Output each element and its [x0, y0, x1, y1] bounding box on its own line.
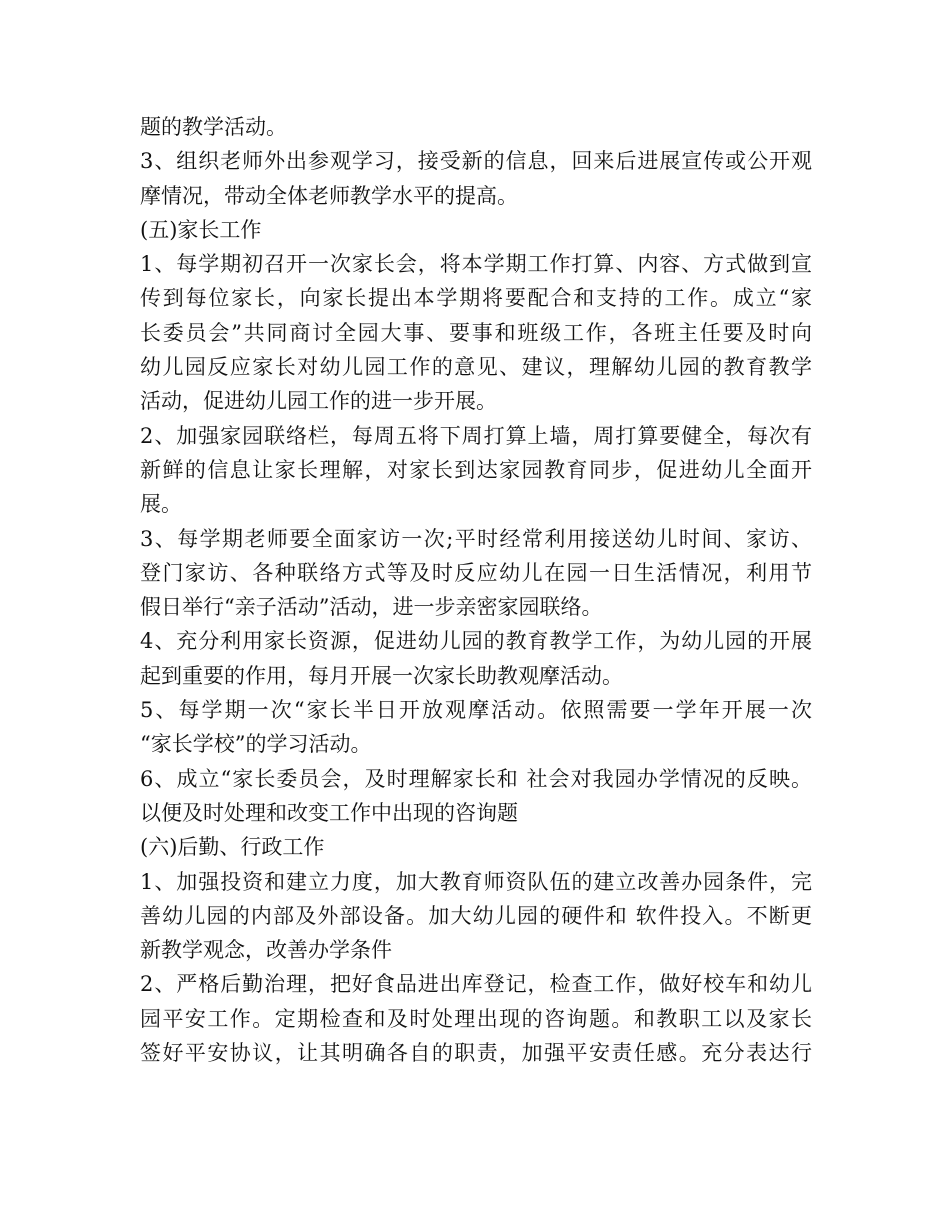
text-line: 1、每学期初召开一次家长会，将本学期工作打算、内容、方式做到宣	[140, 252, 812, 277]
text-line: 4、充分利用家长资源，促进幼儿园的教育教学工作，为幼儿园的开展	[140, 629, 812, 654]
text-line: 活动，促进幼儿园工作的进一步开展。	[140, 389, 497, 414]
text-line: 展。	[140, 492, 182, 517]
text-line: 幼儿园反应家长对幼儿园工作的意见、建议，理解幼儿园的教育教学	[140, 355, 812, 380]
text-line: 新鲜的信息让家长理解，对家长到达家园教育同步，促进幼儿全面开	[140, 457, 812, 482]
text-line: 传到每位家长，向家长提出本学期将要配合和支持的工作。成立“家	[140, 286, 812, 311]
text-line: 园平安工作。定期检查和及时处理出现的咨询题。和教职工以及家长	[140, 1006, 812, 1031]
text-line: “家长学校”的学习活动。	[140, 732, 372, 757]
text-line: 以便及时处理和改变工作中出现的咨询题	[140, 800, 518, 825]
text-line: 题的教学活动。	[140, 115, 287, 139]
text-line: 登门家访、各种联络方式等及时反应幼儿在园一日生活情况，利用节	[140, 560, 812, 585]
text-line: 善幼儿园的内部及外部设备。加大幼儿园的硬件和 软件投入。不断更	[140, 903, 812, 928]
document-body	[140, 110, 820, 1070]
text-line: 2、严格后勤治理，把好食品进出库登记，检查工作，做好校车和幼儿	[140, 972, 812, 997]
text-line: 长委员会”共同商讨全园大事、要事和班级工作，各班主任要及时向	[140, 320, 812, 345]
section-heading: (六)后勤、行政工作	[140, 835, 325, 860]
text-line: 1、加强投资和建立力度，加大教育师资队伍的建立改善办园条件，完	[140, 869, 812, 894]
text-line: 3、组织老师外出参观学习，接受新的信息，回来后进展宣传或公开观	[140, 149, 812, 174]
text-line: 5、每学期一次“家长半日开放观摩活动。依照需要一学年开展一次	[140, 698, 812, 723]
text-line: 3、每学期老师要全面家访一次;平时经常利用接送幼儿时间、家访、	[140, 526, 812, 551]
text-line: 2、加强家园联络栏，每周五将下周打算上墙，周打算要健全，每次有	[140, 423, 812, 448]
section-heading: (五)家长工作	[140, 217, 262, 242]
text-line: 起到重要的作用，每月开展一次家长助教观摩活动。	[140, 663, 623, 688]
text-line: 假日举行“亲子活动”活动，进一步亲密家园联络。	[140, 595, 603, 620]
text-line: 新教学观念，改善办学条件	[140, 938, 392, 963]
text-line: 签好平安协议，让其明确各自的职责，加强平安责任感。充分表达行	[140, 1041, 812, 1066]
text-line: 6、成立“家长委员会，及时理解家长和 社会对我园办学情况的反映。	[140, 766, 812, 791]
text-line: 摩情况，带动全体老师教学水平的提高。	[140, 183, 518, 208]
